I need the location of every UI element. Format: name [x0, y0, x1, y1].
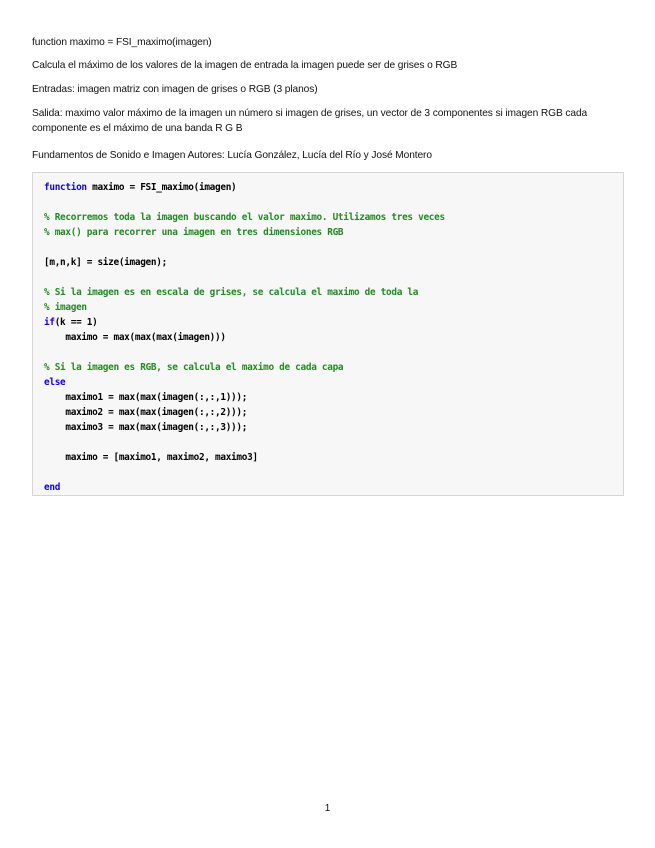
- code-comment: % Recorremos toda la imagen buscando el valor maximo. Utilizamos tres veces: [44, 212, 445, 223]
- output-text: Salida: maximo valor máximo de la imagen un número si imagen de grises, un vector de 3 componentes si imagen RGB cada componente es el máximo de una banda R G B: [32, 108, 588, 134]
- code-comment: % Si la imagen es RGB, se calcula el maximo de cada capa: [44, 362, 344, 373]
- page-number: 1: [324, 803, 331, 814]
- keyword-end: end: [44, 482, 61, 493]
- function-signature-text: function maximo = FSI_maximo(imagen): [32, 37, 212, 48]
- code-comment: % max() para recorrer una imagen en tres dimensiones RGB: [44, 227, 344, 238]
- code-line: (k == 1): [54, 317, 98, 328]
- code-comment: % Si la imagen es en escala de grises, se calcula el maximo de toda la: [44, 287, 419, 298]
- code-line: maximo = max(max(max(imagen))): [44, 332, 226, 343]
- inputs-text: Entradas: imagen matriz con imagen de grises o RGB (3 planos): [32, 84, 318, 95]
- authors-text: Fundamentos de Sonido e Imagen Autores: Lucía González, Lucía del Río y José Montero: [32, 150, 432, 161]
- code-line: [m,n,k] = size(imagen);: [44, 257, 167, 268]
- code-block: [32, 172, 624, 496]
- code-line: maximo3 = max(max(imagen(:,:,3)));: [44, 422, 248, 433]
- code-comment: % imagen: [44, 302, 87, 313]
- description-text: Calcula el máximo de los valores de la imagen de entrada la imagen puede ser de grises o RGB: [32, 60, 458, 71]
- code-line: maximo2 = max(max(imagen(:,:,2)));: [44, 407, 248, 418]
- code-listing: [44, 180, 445, 495]
- keyword-else: else: [44, 377, 66, 388]
- code-line: maximo1 = max(max(imagen(:,:,1)));: [44, 392, 248, 403]
- code-line: maximo = FSI_maximo(imagen): [86, 182, 237, 193]
- keyword-function: function: [44, 182, 87, 193]
- code-line: maximo = [maximo1, maximo2, maximo3]: [44, 452, 258, 463]
- keyword-if: if: [44, 317, 55, 328]
